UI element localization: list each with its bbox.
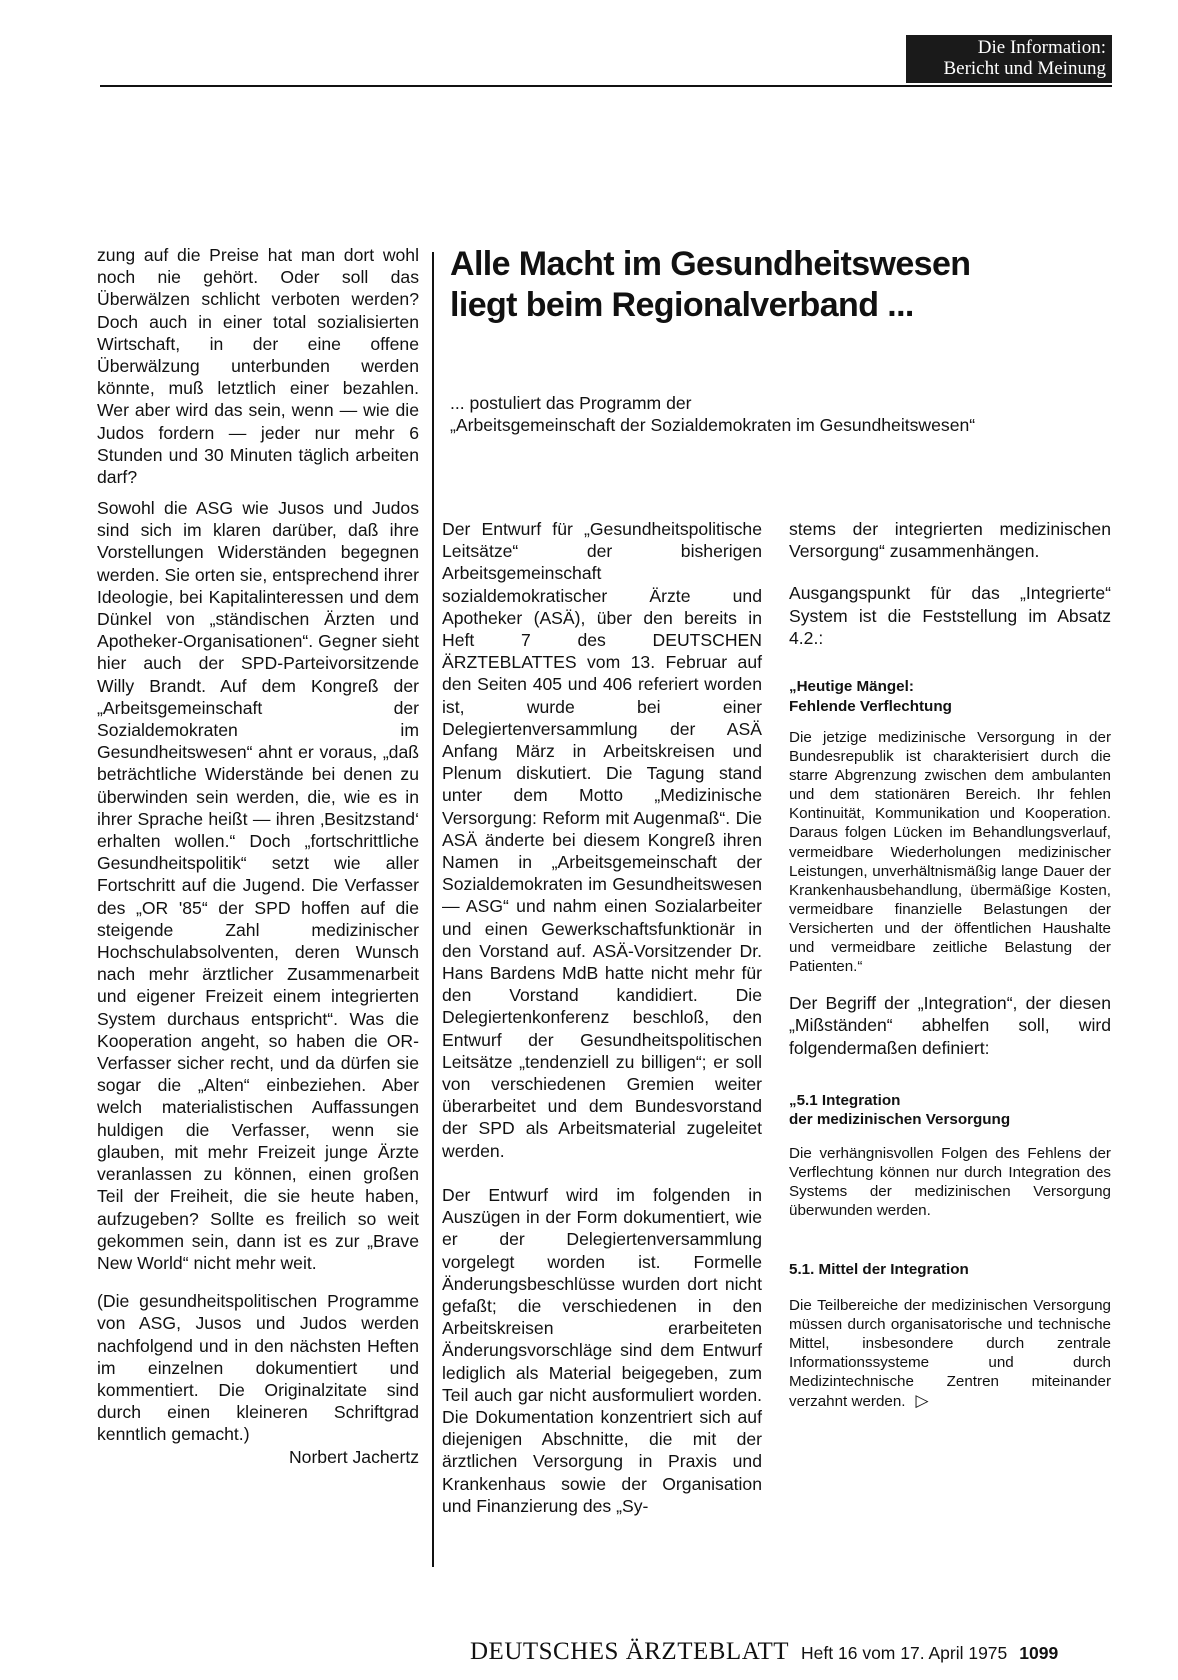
quote-heading-line: „Heutige Mängel: (789, 678, 914, 696)
body-paragraph: Ausgangspunkt für das „Integrierte“ System ist die Feststellung im Absatz 4.2.: (789, 583, 1111, 648)
article-title-line-1: Alle Macht im Gesundheitswesen (450, 245, 971, 283)
continue-arrow-icon: ▷ (915, 1391, 929, 1411)
article-title-line-2: liegt beim Regionalverband ... (450, 286, 914, 324)
quoted-paragraph (789, 1296, 1111, 1412)
rubric-line-2: Bericht und Meinung (943, 58, 1106, 79)
quote-heading-line: der medizinischen Versorgung (789, 1111, 1011, 1129)
quote-heading-line: „5.1 Integration (789, 1091, 901, 1109)
issue-info: Heft 16 vom 17. April 1975 (801, 1643, 1008, 1663)
quoted-paragraph: Die jetzige medizinische Versorgung in der Bundesrepublik ist charakterisiert durch die starre Abgrenzung zwischen dem ambulanten und dem stationären Bereich. Ihr fehlen Kontinuität, Kommunikation und Kooperation. Daraus folgen Lücken im Behandlungsverlauf, vermeidbare Wiederholungen medizinischer Leistungen, unverhältnismäßig lange Dauer der Krankenhausbehandlung, übermäßige Kosten, vermeidbare finanzielle Belastungen der Versicherten und der öffentlichen Haushalte und vermeidbare zeitliche Belastung der Patienten.“ (789, 729, 1111, 976)
quote-heading: 5.1. Mittel der Integration (789, 1261, 969, 1279)
body-paragraph: Der Entwurf wird im folgenden in Auszügen in der Form dokumentiert, wie er der Delegiertenversammlung vorgelegt worden ist. Formelle Änderungsbeschlüsse wurden dort nicht gefaßt; die verschiedenen in den Arbeitskreisen erarbeiteten Änderungsvorschläge sind dem Entwurf lediglich als Material beigegeben, zum Teil auch gar nicht ausformuliert worden. Die Dokumentation konzentriert sich auf diejenigen Abschnitte, die mit der ärztlichen Versorgung in Praxis und Krankenhaus sowie der Organisation und Finanzierung des „Sy- (442, 1184, 762, 1516)
column-1 (97, 497, 419, 1468)
body-paragraph: Der Begriff der „Integration“, der diesen „Mißständen“ abhelfen soll, wird folgendermaßen definiert: (789, 993, 1111, 1058)
article-deck (450, 392, 1110, 436)
quoted-text: Die Teilbereiche der medizinischen Versorgung müssen durch organisatorische und technische Mittel, insbesondere durch zentrale Informationssysteme und durch Medizintechnische Zentren miteinander verzahnt werden. (789, 1296, 1111, 1411)
body-paragraph: zung auf die Preise hat man dort wohl noch nie gehört. Oder soll das Überwälzen schlicht verboten werden? Doch auch in einer total sozialisierten Wirtschaft, in der eine offene Überwälzung unterbunden werden könnte, muß letztlich einer bezahlen. Wer aber wird das sein, wenn — wie die Judos fordern — jeder nur mehr 6 Stunden und 30 Minuten täglich arbeiten darf? (97, 245, 419, 488)
quote-heading-line: Fehlende Verflechtung (789, 697, 952, 715)
quoted-paragraph: Die verhängnisvollen Folgen des Fehlens der Verflechtung können nur durch Integration des Systems der medizinischen Versorgung überwunden werden. (789, 1144, 1111, 1220)
quote-heading (789, 1091, 1111, 1130)
body-paragraph: Der Entwurf für „Gesundheitspolitische Leitsätze“ der bisherigen Arbeitsgemeinschaft sozialdemokratischer Ärzte und Apotheker (ASÄ), über den bereits in Heft 7 des DEUTSCHEN ÄRZTEBLATTES vom 13. Februar auf den Seiten 405 und 406 referiert worden ist, wurde bei einer Delegiertenversammlung der ASÄ Anfang März in Arbeitskreisen und Plenum diskutiert. Die Tagung stand unter dem Motto „Medizinische Versorgung: Reform mit Augenmaß“. Die ASÄ änderte bei diesem Kongreß ihren Namen in „Arbeitsgemeinschaft der Sozialdemokraten im Gesundheitswesen — ASG“ und nahm einen Sozialarbeiter und einen Gewerkschaftsfunktionär in den Vorstand auf. ASÄ-Vorsitzender Dr. Hans Bardens MdB hatte nicht mehr für den Vorstand kandidiert. Die Delegiertenkonferenz beschloß, den Entwurf der Gesundheitspolitischen Leitsätze „tendenziell zu billigen“; er soll von verschiedenen Gremien weiter überarbeitet und dem Bundesvorstand der SPD als Arbeitsmaterial zugeleitet werden. (442, 519, 762, 1161)
rubric-line-1: Die Information: (977, 37, 1106, 58)
header-rule (100, 85, 1112, 87)
article-title (450, 244, 1110, 326)
column-3 (789, 518, 1111, 1411)
article-deck-line-2: „Arbeitsgemeinschaft der Sozialdemokraten im Gesundheitswesen“ (450, 415, 976, 435)
column-2 (442, 518, 762, 1517)
author-name: Norbert Jachertz (288, 1446, 419, 1467)
quote-heading (789, 677, 1111, 716)
column-1-top (97, 244, 419, 488)
section-rubric (906, 35, 1112, 83)
column-divider (432, 252, 434, 1567)
editorial-note: (Die gesundheitspolitischen Programme von ASG, Jusos und Judos werden nachfolgend und in den nächsten Heften im einzelnen dokumentiert und kommentiert. Die Originalzitate sind durch einen kleineren Schriftgrad kenntlich gemacht.) (97, 1291, 419, 1445)
body-paragraph: Sowohl die ASG wie Jusos und Judos sind sich im klaren darüber, daß ihre Vorstellungen Widerständen begegnen werden. Sie orten sie, entsprechend ihrer Ideologie, bei Kapitalinteressen und dem Dünkel von „ständischen Ärzten und Apotheker-Organisationen“. Gegner sieht hier auch der SPD-Parteivorsitzende Willy Brandt. Auf dem Kongreß der „Arbeitsgemeinschaft der Sozialdemokraten im Gesundheitswesen“ ahnt er voraus, „daß beträchtliche Widerstände bei denen zu überwinden sein werden, die, wie es in ihrer Sprache heißt — ihren ‚Besitzstand‘ erhalten wollen.“ Doch „fortschrittliche Gesundheitspolitik“ setzt wie aller Fortschritt auf die Jugend. Die Verfasser des „OR '85“ der SPD hoffen auf die steigende Zahl medizinischer Hochschulabsolventen, deren Wunsch nach mehr ärztlicher Zusammenarbeit und eigener Freizeit einem integrierten System durchaus entspricht“. Was die Kooperation angeht, so haben die OR-Verfasser sicher recht, und da dürfen sie sogar die „Alten“ einbeziehen. Aber welch materialistischen Auffassungen huldigen die Verfasser, wenn sie glauben, mit mehr Freizeit junge Ärzte veranlassen zu können, einen großen Teil der Freiheit, die sie heute haben, aufzugeben? Sollte es freilich so weit gekommen sein, dann ist es zur „Brave New World“ nicht mehr weit. (97, 498, 419, 1273)
body-paragraph: stems der integrierten medizinischen Versorgung“ zusammenhängen. (789, 519, 1111, 562)
byline-row (97, 1446, 419, 1468)
page-number: 1099 (1019, 1643, 1059, 1663)
page-footer (470, 1638, 1110, 1666)
journal-name: DEUTSCHES ÄRZTEBLATT (470, 1638, 790, 1665)
article-deck-line-1: ... postuliert das Programm der (450, 393, 692, 413)
